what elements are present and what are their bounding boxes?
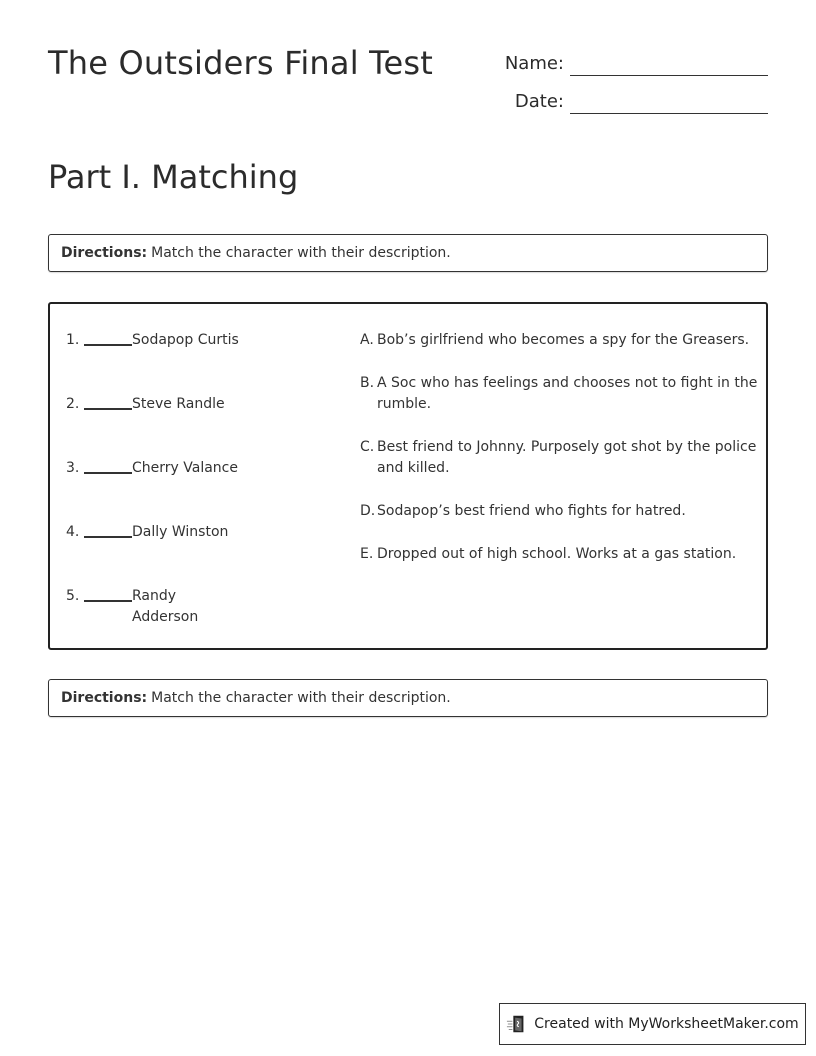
answer-blank[interactable] — [84, 458, 132, 474]
character-item — [66, 586, 336, 650]
description-letter: D. — [360, 503, 376, 519]
worksheet-maker-logo-icon — [506, 1013, 528, 1035]
footer-credit[interactable] — [499, 1003, 806, 1045]
character-number: 1. — [66, 332, 80, 348]
character-list — [66, 330, 336, 650]
description-letter: A. — [360, 332, 374, 348]
description-letter: B. — [360, 375, 375, 391]
character-number: 2. — [66, 396, 80, 412]
description-text: Sodapop’s best friend who fights for hatred. — [377, 503, 686, 519]
character-item — [66, 458, 336, 522]
date-blank-line[interactable] — [570, 88, 768, 114]
description-letter: C. — [360, 439, 375, 455]
directions-label: Directions: — [61, 690, 148, 706]
page-title: The Outsiders Final Test — [48, 44, 434, 82]
description-item — [360, 544, 760, 565]
answer-blank[interactable] — [84, 330, 132, 346]
description-list — [360, 330, 760, 587]
name-blank-line[interactable] — [570, 50, 768, 76]
description-item — [360, 437, 760, 479]
description-text: Dropped out of high school. Works at a gas station. — [377, 546, 737, 562]
directions-box-2 — [48, 679, 768, 717]
section-title: Part I. Matching — [48, 158, 299, 196]
description-text: A Soc who has feelings and chooses not to fight in the rumble. — [377, 375, 758, 412]
character-number: 3. — [66, 460, 80, 476]
description-text: Best friend to Johnny. Purposely got shot by the police and killed. — [377, 439, 757, 476]
description-text: Bob’s girlfriend who becomes a spy for the Greasers. — [377, 332, 750, 348]
character-name: Cherry Valance — [132, 460, 238, 476]
description-item — [360, 330, 760, 351]
description-item — [360, 501, 760, 522]
matching-box — [48, 302, 768, 650]
name-field-row — [490, 50, 768, 76]
character-name: Sodapop Curtis — [132, 332, 239, 348]
directions-text: Match the character with their description. — [151, 690, 451, 706]
character-item — [66, 330, 336, 394]
answer-blank[interactable] — [84, 394, 132, 410]
directions-label: Directions: — [61, 245, 148, 261]
character-number: 4. — [66, 524, 80, 540]
character-name: Randy Adderson — [132, 588, 199, 625]
date-label: Date: — [514, 91, 564, 112]
date-field-row — [490, 88, 768, 114]
character-number: 5. — [66, 588, 80, 604]
character-item — [66, 522, 336, 586]
footer-text: Created with MyWorksheetMaker.com — [534, 1016, 799, 1032]
description-letter: E. — [360, 546, 374, 562]
character-name: Dally Winston — [132, 524, 229, 540]
character-name: Steve Randle — [132, 396, 225, 412]
directions-text: Match the character with their description. — [151, 245, 451, 261]
name-label: Name: — [504, 53, 564, 74]
answer-blank[interactable] — [84, 522, 132, 538]
character-item — [66, 394, 336, 458]
directions-box — [48, 234, 768, 272]
answer-blank[interactable] — [84, 586, 132, 602]
description-item — [360, 373, 760, 415]
